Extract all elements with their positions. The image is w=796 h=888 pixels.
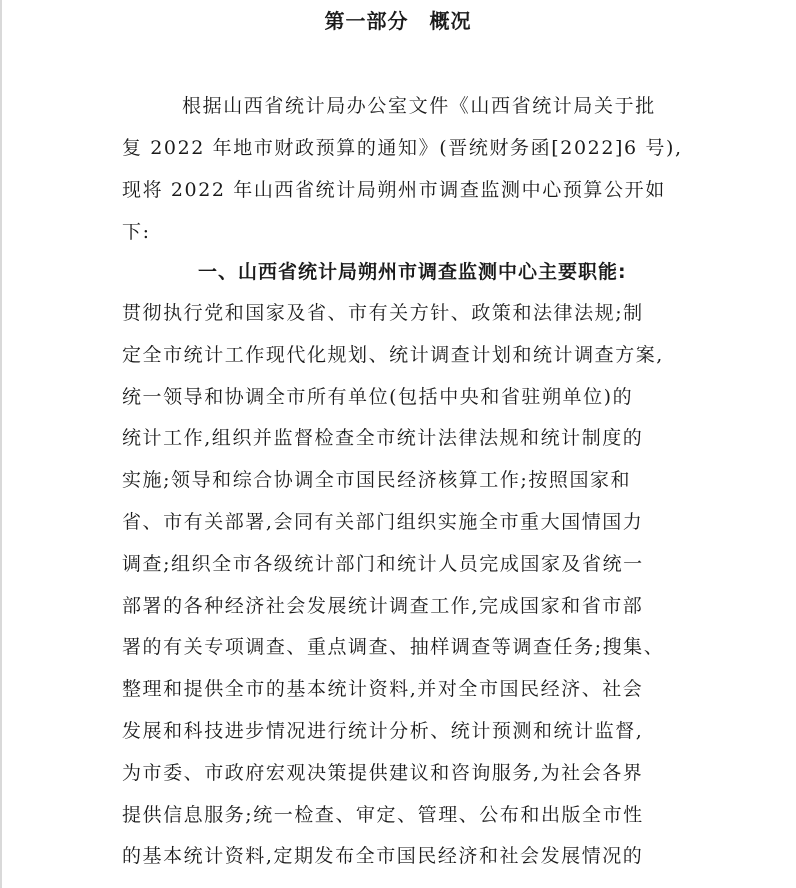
body-line: 统一领导和协调全市所有单位(包括中央和省驻朔单位)的 [122, 385, 634, 408]
body-line: 的基本统计资料,定期发布全市国民经济和社会发展情况的 [122, 845, 644, 868]
body-line: 部署的各种经济社会发展统计调查工作,完成国家和省市部 [122, 594, 644, 617]
page-title: 第一部分 概况 [324, 9, 472, 33]
body-line: 发展和科技进步情况进行统计分析、统计预测和统计监督, [122, 719, 644, 742]
intro-paragraph [122, 85, 682, 253]
body-paragraph [122, 293, 682, 878]
body-line: 省、市有关部署,会同有关部门组织实施全市重大国情国力 [122, 510, 644, 533]
body-line: 整理和提供全市的基本统计资料,并对全市国民经济、社会 [122, 678, 644, 701]
body-line: 提供信息服务;统一检查、审定、管理、公布和出版全市性 [122, 803, 644, 826]
body-line: 定全市统计工作现代化规划、统计调查计划和统计调查方案, [122, 343, 664, 366]
body-line: 署的有关专项调查、重点调查、抽样调查等调查任务;搜集、 [122, 636, 665, 659]
body-line: 实施;领导和综合协调全市国民经济核算工作;按照国家和 [122, 469, 632, 492]
body-line: 为市委、市政府宏观决策提供建议和咨询服务,为社会各界 [122, 761, 644, 784]
intro-line: 现将 2022 年山西省统计局朔州市调查监测中心预算公开如 [122, 179, 666, 201]
intro-line: 根据山西省统计局办公室文件《山西省统计局关于批 [182, 95, 656, 117]
body-line: 统计工作,组织并监督检查全市统计法律法规和统计制度的 [122, 427, 644, 450]
intro-line: 下: [122, 221, 151, 243]
intro-line: 复 2022 年地市财政预算的通知》(晋统财务函[2022]6 号), [122, 137, 683, 159]
body-line: 贯彻执行党和国家及省、市有关方针、政策和法律法规;制 [122, 302, 644, 324]
section-heading: 一、山西省统计局朔州市调查监测中心主要职能: [198, 261, 627, 283]
body-line: 调查;组织全市各级统计部门和统计人员完成国家及省统一 [122, 552, 644, 575]
